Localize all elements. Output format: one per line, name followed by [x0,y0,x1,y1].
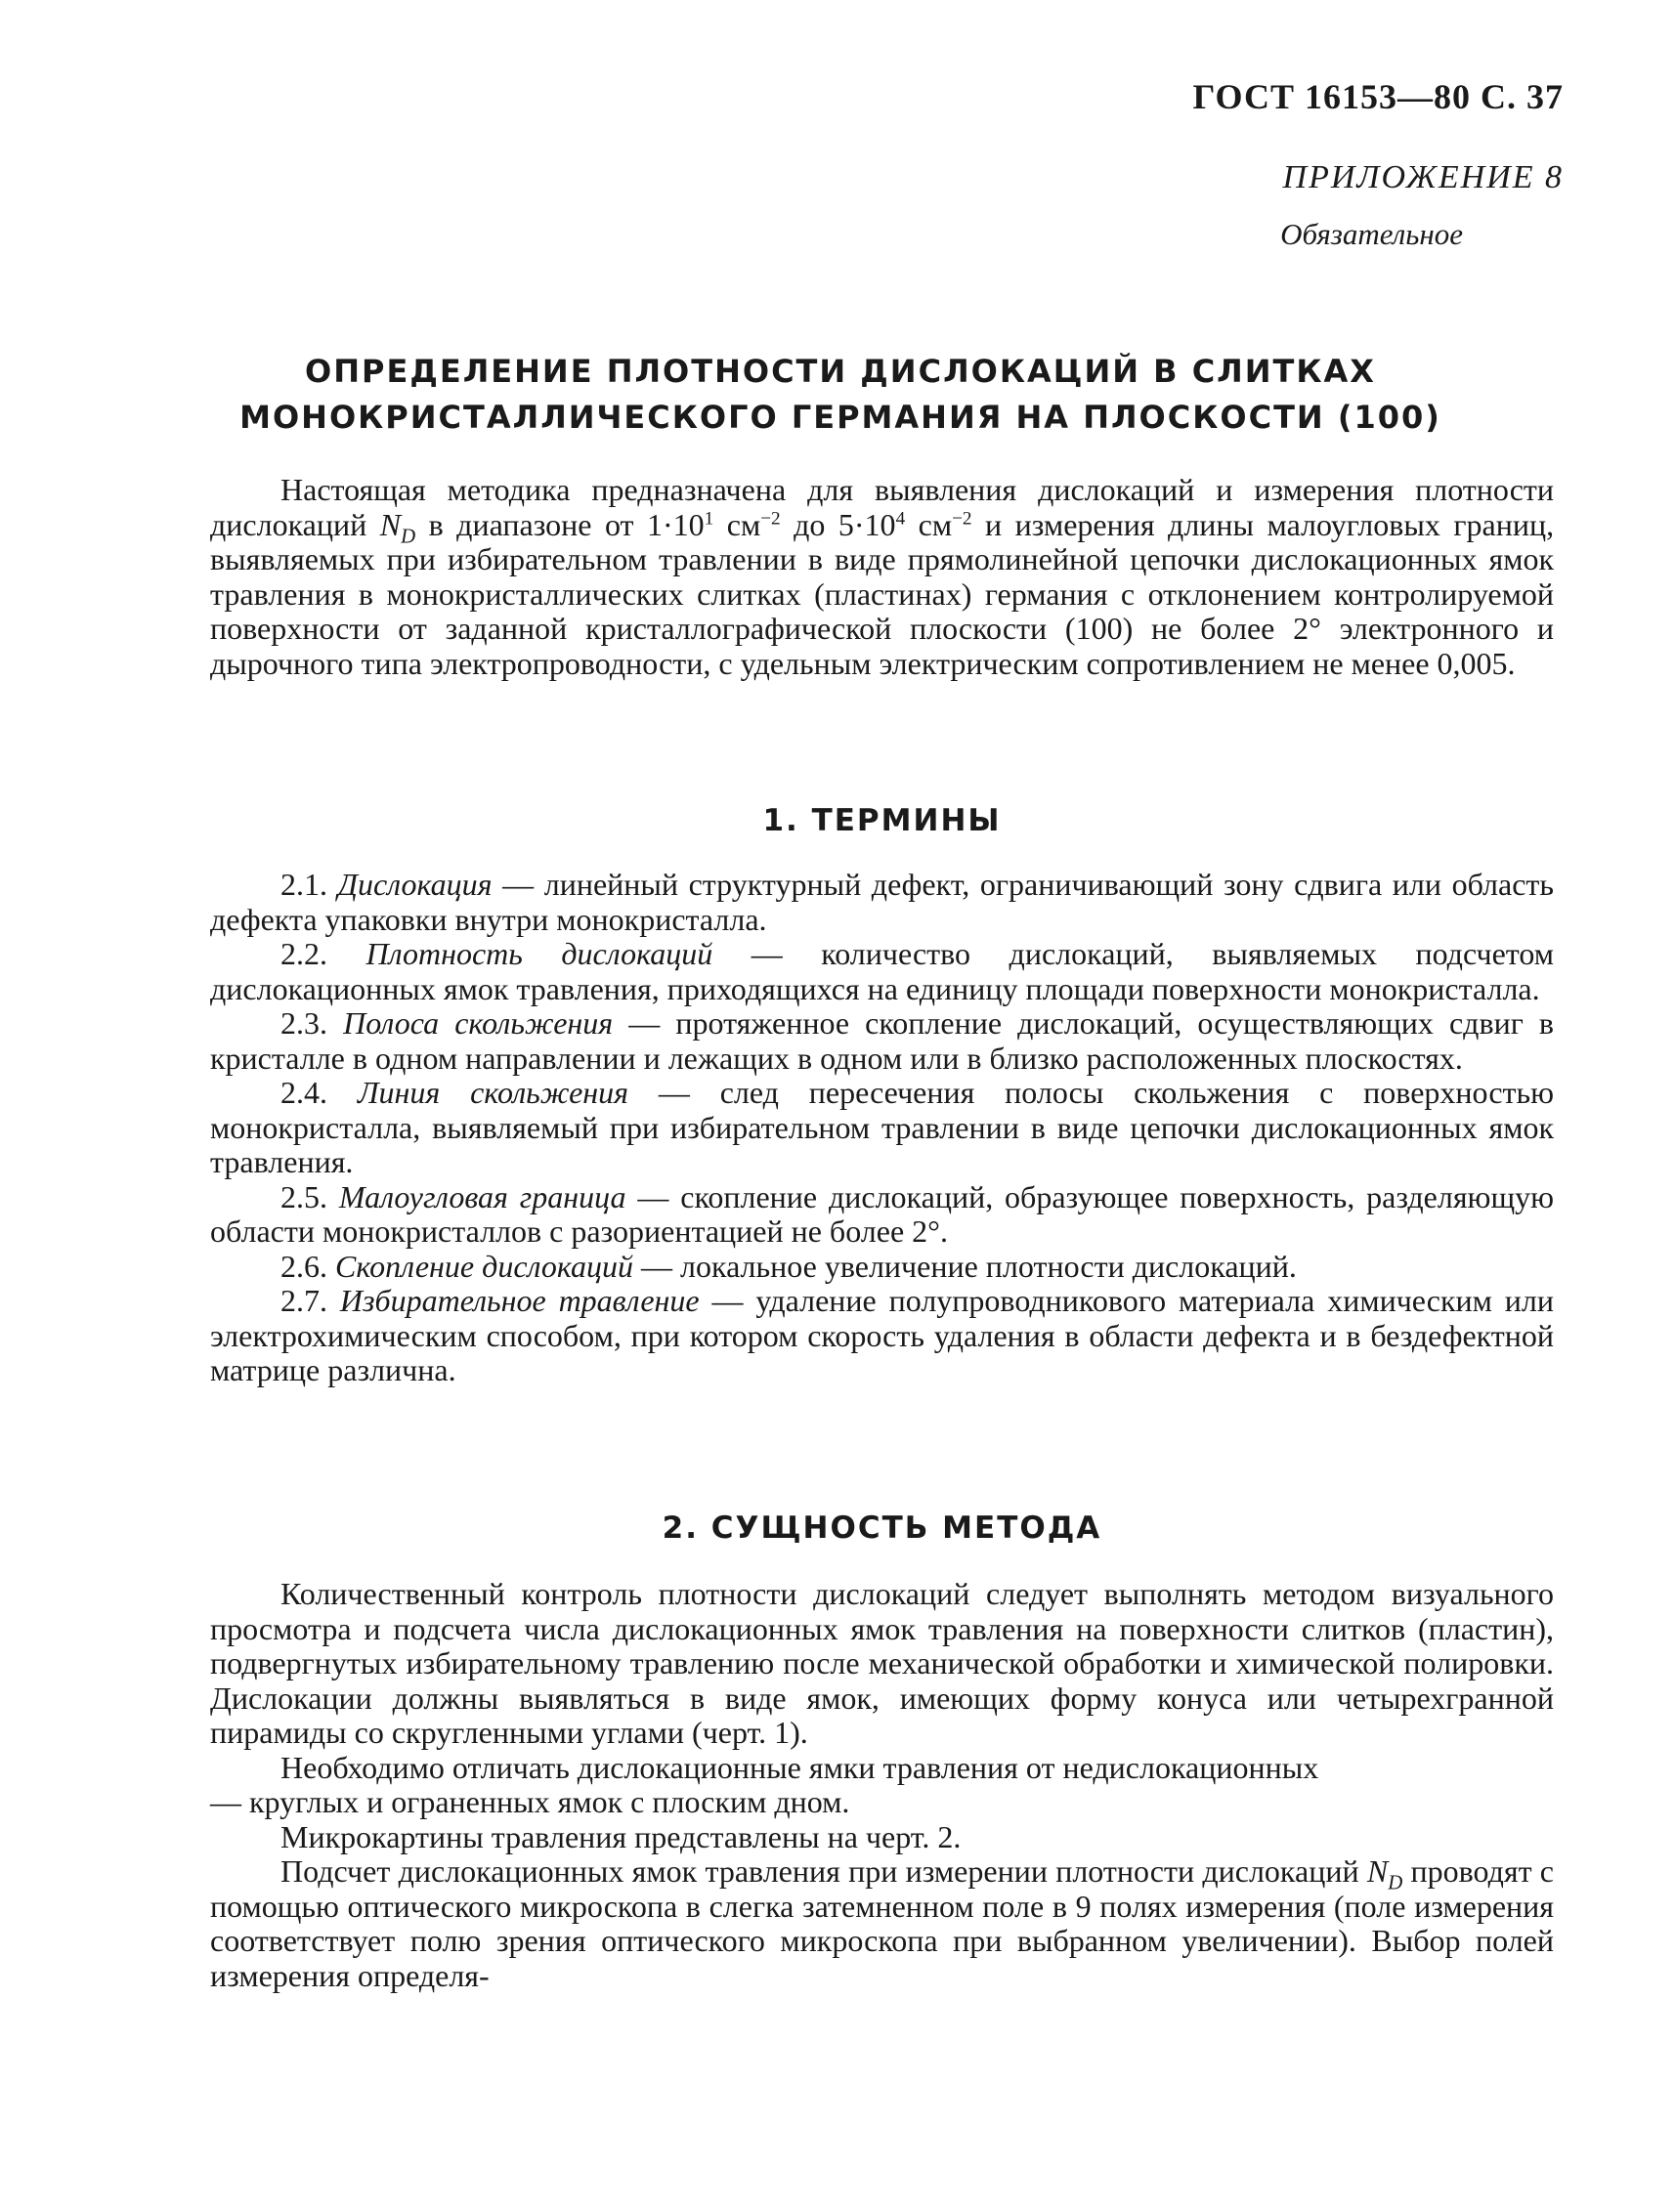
title-line-1: ОПРЕДЕЛЕНИЕ ПЛОТНОСТИ ДИСЛОКАЦИЙ В СЛИТКАХ [305,353,1376,390]
method-paragraph-2b: — круглых и ограненных ямок с плоским дном. [210,1784,850,1819]
term-item: 2.6. Скопление дислокаций — локальное увеличение плотности дислокаций. [280,1248,1297,1284]
section-2-heading: 2. СУЩНОСТЬ МЕТОДА [662,1510,1102,1546]
method-paragraph-1: Количественный контроль плотности дислокаций следует выполнять методом визуального просмотра и подсчета числа дислокационных ямок травления на поверхности слитков (пластин), подвергнутых избирательному травлению после механической обработки и химической полировки. Дислокации должны выявляться в виде ямок, имеющих форму конуса или четырехгранной пирамиды со скругленными углами (черт. 1). [210,1576,1554,1750]
document-title [195,349,1485,441]
term-item: 2.1. Дислокация — линейный структурный дефект, ограничивающий зону сдвига или область дефекта упаковки внутри монокристалла. [210,867,1555,937]
method-paragraph-2a: Необходимо отличать дислокационные ямки травления от недислокационных [280,1749,1319,1785]
terms-list [210,868,1554,1388]
title-line-2: МОНОКРИСТАЛЛИЧЕСКОГО ГЕРМАНИЯ НА ПЛОСКОСТИ (100) [239,399,1441,436]
term-item: 2.5. Малоугловая граница — скопление дислокаций, образующее поверхность, разделяющую области монокристаллов с разориентацией не более 2°. [210,1178,1555,1249]
appendix-label: ПРИЛОЖЕНИЕ 8 [1282,159,1564,195]
method-paragraph-3: Микрокартины травления представлены на черт. 2. [280,1818,962,1854]
term-item: 2.4. Линия скольжения — след пересечения полосы скольжения с поверхностью монокристалла, выявляемый при избирательном травлении в виде цепочки дислокационных ямок травления. [210,1075,1555,1179]
term-item: 2.3. Полоса скольжения — протяженное скопление дислокаций, осуществляющих сдвиг в кристалле в одном направлении и лежащих в одном или в близко расположенных плоскостях. [210,1005,1555,1076]
intro-paragraph-block [210,473,1554,681]
term-item: 2.2. Плотность дислокаций — количество дислокаций, выявляемых подсчетом дислокационных ямок травления, приходящихся на единицу площади поверхности монокристалла. [210,936,1555,1006]
nd-symbol: N [379,506,402,542]
appendix-status: Обязательное [1280,217,1463,251]
intro-paragraph: Настоящая методика предназначена для выявления дислокаций и измерения плотности дислокаций $N_D$ в диапазоне от $1\cdot 10^1$ $см^{-2}$ до $5\cdot 10^4$ $см^{-2}$ и измерения длины малоугловых границ, выявляемых при избирательном травлении в виде прямолинейной цепочки дислокационных ямок травления в монокристаллических слитках (пластинах) германия с отклонением контролируемой поверхности от заданной кристаллографической плоскости (100) не более 2° электронного и дырочного типа электропроводности, с удельным электрическим сопротивлением не менее 0,005. [210,472,1555,681]
method-paragraph-4: Подсчет дислокационных ямок травления при измерении плотности дислокаций $N_D$ проводят с помощью оптического микроскопа в слегка затемненном поле в 9 полях измерения (поле измерения соответствует полю зрения оптического микроскопа при выбранном увеличении). Выбор полей измерения определя- [210,1853,1555,1993]
nd-symbol: N [1366,1853,1389,1889]
term-item: 2.7. Избирательное травление — удаление полупроводникового материала химическим или электрохимическим способом, при котором скорость удаления в области дефекта и в бездефектной матрице различна. [210,1283,1555,1387]
method-text [210,1577,1554,1993]
standard-code-header: ГОСТ 16153—80 С. 37 [1192,77,1564,116]
section-1-heading: 1. ТЕРМИНЫ [762,803,1002,838]
